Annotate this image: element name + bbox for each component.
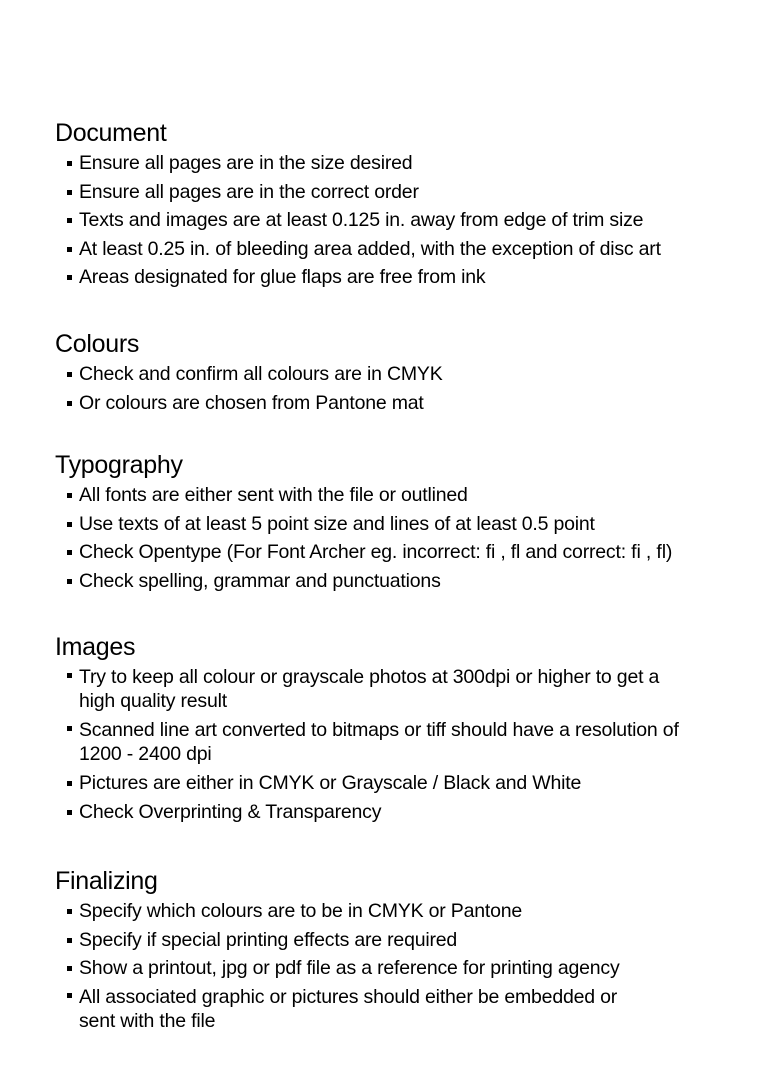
item-text: Scanned line art converted to bitmaps or tiff should have a resolution of 1200 - 2400 dpi xyxy=(79,719,679,765)
list-item xyxy=(55,206,755,235)
item-text: Show a printout, jpg or pdf file as a reference for printing agency xyxy=(79,957,620,979)
item-text: Texts and images are at least 0.125 in. away from edge of trim size xyxy=(79,209,644,231)
bullet-icon xyxy=(67,966,72,971)
item-text: Areas designated for glue flaps are free from ink xyxy=(79,266,486,288)
item-text: Check Overprinting & Transparency xyxy=(79,800,382,823)
list-item xyxy=(55,567,755,596)
bullet-icon xyxy=(67,909,72,914)
item-text: Ensure all pages are in the size desired xyxy=(79,152,413,174)
bullet-icon xyxy=(67,247,72,252)
bullet-icon xyxy=(67,161,72,166)
list-item xyxy=(55,716,695,769)
item-list xyxy=(55,360,755,417)
bullet-icon xyxy=(67,993,72,998)
item-text: Specify which colours are to be in CMYK or Pantone xyxy=(79,900,523,922)
list-item xyxy=(55,149,755,178)
item-list xyxy=(55,663,695,826)
list-item xyxy=(55,926,655,955)
item-text: All fonts are either sent with the file or outlined xyxy=(79,484,468,506)
section-heading: Images xyxy=(55,633,136,661)
list-item xyxy=(55,769,695,798)
section-heading: Document xyxy=(55,119,167,147)
list-item xyxy=(55,538,755,567)
bullet-icon xyxy=(67,493,72,498)
list-item xyxy=(55,510,755,539)
bullet-icon xyxy=(67,726,72,731)
section-colours xyxy=(55,330,755,417)
list-item xyxy=(55,481,755,510)
bullet-icon xyxy=(67,522,72,527)
list-item xyxy=(55,235,755,264)
item-text: Check and confirm all colours are in CMYK xyxy=(79,363,443,385)
bullet-icon xyxy=(67,190,72,195)
item-text: Or colours are chosen from Pantone mat xyxy=(79,391,424,414)
section-document xyxy=(55,119,755,292)
bullet-icon xyxy=(67,372,72,377)
bullet-icon xyxy=(67,550,72,555)
item-text: Use texts of at least 5 point size and lines of at least 0.5 point xyxy=(79,512,595,535)
section-heading: Finalizing xyxy=(55,867,158,895)
item-text: Check Opentype (For Font Archer eg. incorrect: fi , fl and correct: ﬁ , ﬂ) xyxy=(79,541,673,563)
item-text: Pictures are either in CMYK or Grayscale / Black and White xyxy=(79,772,582,794)
item-text: At least 0.25 in. of bleeding area added, with the exception of disc art xyxy=(79,237,661,260)
item-text: All associated graphic or pictures should either be embedded or sent with the file xyxy=(79,985,618,1032)
item-list xyxy=(55,149,755,292)
list-item xyxy=(55,798,695,827)
list-item xyxy=(55,389,755,418)
list-item xyxy=(55,178,755,207)
list-item xyxy=(55,360,755,389)
bullet-icon xyxy=(67,579,72,584)
list-item xyxy=(55,954,655,983)
item-text: Ensure all pages are in the correct order xyxy=(79,180,419,203)
bullet-icon xyxy=(67,781,72,786)
item-text: Specify if special printing effects are required xyxy=(79,928,458,951)
section-images xyxy=(55,633,755,826)
bullet-icon xyxy=(67,810,72,815)
item-list xyxy=(55,897,655,1036)
section-heading: Typography xyxy=(55,451,183,479)
item-text: Check spelling, grammar and punctuations xyxy=(79,569,441,592)
bullet-icon xyxy=(67,401,72,406)
section-finalizing xyxy=(55,867,755,1036)
section-typography xyxy=(55,451,755,595)
bullet-icon xyxy=(67,673,72,678)
bullet-icon xyxy=(67,275,72,280)
list-item xyxy=(55,663,695,716)
list-item xyxy=(55,263,755,292)
item-list xyxy=(55,481,755,595)
item-text: Try to keep all colour or grayscale photos at 300dpi or higher to get a high quality result xyxy=(79,666,660,712)
list-item xyxy=(55,897,655,926)
section-heading: Colours xyxy=(55,330,140,358)
bullet-icon xyxy=(67,218,72,223)
bullet-icon xyxy=(67,938,72,943)
list-item xyxy=(55,983,655,1036)
